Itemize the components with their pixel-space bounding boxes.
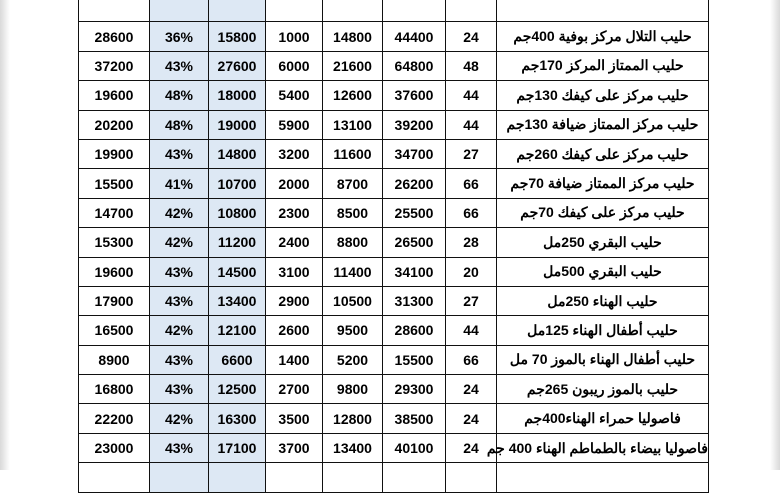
table-row [79, 110, 709, 139]
cell-amount: 3700 [266, 433, 323, 462]
cell-sum [383, 0, 446, 22]
cell-value: 16300 [209, 404, 266, 433]
cell-product-name: حليب الممتاز المركز 170جم [497, 51, 709, 80]
cell-price [323, 0, 383, 22]
cell-sum: 28600 [383, 316, 446, 345]
cell-count: 48 [446, 51, 497, 80]
table-row [79, 228, 709, 257]
cell-price: 11400 [323, 257, 383, 286]
cell-sum: 15500 [383, 345, 446, 374]
table-row [79, 257, 709, 286]
cell-amount: 1000 [266, 22, 323, 51]
cell-total: 19600 [79, 257, 150, 286]
cell-sum: 40100 [383, 433, 446, 462]
table-row [79, 22, 709, 51]
cell-total [79, 0, 150, 22]
table-row [79, 433, 709, 462]
cell-percent: 42% [150, 228, 209, 257]
cell-price: 9500 [323, 316, 383, 345]
cell-amount: 5400 [266, 81, 323, 110]
cell-value: 10700 [209, 169, 266, 198]
page-edge-right [770, 0, 780, 470]
table-row [79, 169, 709, 198]
cell-value: 14500 [209, 257, 266, 286]
cell-sum: 25500 [383, 198, 446, 227]
cell-total: 15300 [79, 228, 150, 257]
cell-percent: 36% [150, 22, 209, 51]
cell-product-name: حليب مركز على كيفك 70جم [497, 198, 709, 227]
cell-sum: 64800 [383, 51, 446, 80]
table-row [79, 139, 709, 168]
cell-value: 12500 [209, 375, 266, 404]
cell-total: 14700 [79, 198, 150, 227]
cell-count: 27 [446, 286, 497, 315]
cell-count: 44 [446, 110, 497, 139]
cell-price [323, 463, 383, 492]
table-body [79, 0, 709, 492]
cell-percent: 48% [150, 110, 209, 139]
cell-value: 27600 [209, 51, 266, 80]
cell-amount: 6000 [266, 51, 323, 80]
cell-amount [266, 0, 323, 22]
table-row [79, 0, 709, 22]
cell-count: 24 [446, 22, 497, 51]
cell-count: 44 [446, 81, 497, 110]
cell-count: 24 [446, 375, 497, 404]
table-row [79, 81, 709, 110]
cell-sum: 26500 [383, 228, 446, 257]
cell-product-name: حليب أطفال الهناء 125مل [497, 316, 709, 345]
table-row [79, 345, 709, 374]
cell-product-name: حليب مركز الممتاز ضيافة 70جم [497, 169, 709, 198]
cell-product-name: فاصوليا بيضاء بالطماطم الهناء 400 جم [497, 433, 709, 462]
cell-product-name [497, 463, 709, 492]
cell-total: 37200 [79, 51, 150, 80]
table-row [79, 463, 709, 492]
cell-count: 66 [446, 198, 497, 227]
cell-amount: 2300 [266, 198, 323, 227]
cell-percent: 43% [150, 433, 209, 462]
cell-total: 22200 [79, 404, 150, 433]
cell-amount: 2900 [266, 286, 323, 315]
cell-total: 17900 [79, 286, 150, 315]
cell-product-name: حليب الهناء 250مل [497, 286, 709, 315]
cell-count: 24 [446, 404, 497, 433]
table-row [79, 316, 709, 345]
cell-price: 12800 [323, 404, 383, 433]
cell-product-name: حليب أطفال الهناء بالموز 70 مل [497, 345, 709, 374]
cell-percent: 42% [150, 316, 209, 345]
cell-value: 14800 [209, 139, 266, 168]
cell-total: 16500 [79, 316, 150, 345]
cell-price: 10500 [323, 286, 383, 315]
cell-count: 44 [446, 316, 497, 345]
cell-value: 19000 [209, 110, 266, 139]
cell-amount [266, 463, 323, 492]
cell-amount: 3100 [266, 257, 323, 286]
cell-price: 8800 [323, 228, 383, 257]
cell-percent: 43% [150, 139, 209, 168]
cell-sum: 38500 [383, 404, 446, 433]
cell-total: 19900 [79, 139, 150, 168]
cell-value: 10800 [209, 198, 266, 227]
cell-count: 28 [446, 228, 497, 257]
cell-price: 12600 [323, 81, 383, 110]
cell-percent: 42% [150, 198, 209, 227]
cell-value: 13400 [209, 286, 266, 315]
cell-sum [383, 463, 446, 492]
cell-sum: 44400 [383, 22, 446, 51]
table-row [79, 198, 709, 227]
cell-price: 13100 [323, 110, 383, 139]
cell-amount: 1400 [266, 345, 323, 374]
cell-percent: 42% [150, 404, 209, 433]
cell-price: 13400 [323, 433, 383, 462]
cell-value: 17100 [209, 433, 266, 462]
table-row [79, 51, 709, 80]
cell-count: 66 [446, 345, 497, 374]
cell-total: 20200 [79, 110, 150, 139]
cell-percent: 48% [150, 81, 209, 110]
cell-value: 6600 [209, 345, 266, 374]
cell-product-name: حليب مركز على كيفك 260جم [497, 139, 709, 168]
cell-value [209, 0, 266, 22]
table-row [79, 286, 709, 315]
cell-sum: 37600 [383, 81, 446, 110]
cell-product-name: حليب بالموز ريبون 265جم [497, 375, 709, 404]
cell-sum: 31300 [383, 286, 446, 315]
cell-product-name: حليب مركز الممتاز ضيافة 130جم [497, 110, 709, 139]
cell-amount: 2000 [266, 169, 323, 198]
cell-amount: 3200 [266, 139, 323, 168]
cell-percent: 41% [150, 169, 209, 198]
cell-product-name: حليب مركز على كيفك 130جم [497, 81, 709, 110]
cell-percent: 43% [150, 257, 209, 286]
cell-count: 66 [446, 169, 497, 198]
cell-percent: 43% [150, 286, 209, 315]
cell-total: 16800 [79, 375, 150, 404]
cell-product-name: فاصوليا حمراء الهناء400جم [497, 404, 709, 433]
cell-percent: 43% [150, 51, 209, 80]
cell-sum: 26200 [383, 169, 446, 198]
cell-sum: 29300 [383, 375, 446, 404]
cell-count: 24 [446, 433, 497, 462]
cell-product-name: حليب البقري 250مل [497, 228, 709, 257]
price-table [78, 0, 709, 493]
cell-value: 15800 [209, 22, 266, 51]
cell-price: 8500 [323, 198, 383, 227]
cell-count [446, 463, 497, 492]
page-edge-left [0, 0, 10, 470]
cell-percent: 43% [150, 345, 209, 374]
cell-price: 5200 [323, 345, 383, 374]
cell-count: 20 [446, 257, 497, 286]
cell-total: 15500 [79, 169, 150, 198]
cell-total [79, 463, 150, 492]
cell-percent: 43% [150, 375, 209, 404]
cell-amount: 2700 [266, 375, 323, 404]
table-row [79, 404, 709, 433]
cell-product-name: حليب البقري 500مل [497, 257, 709, 286]
cell-product-name [497, 0, 709, 22]
cell-price: 8700 [323, 169, 383, 198]
cell-product-name: حليب التلال مركز بوفية 400جم [497, 22, 709, 51]
cell-price: 9800 [323, 375, 383, 404]
cell-count: 27 [446, 139, 497, 168]
cell-amount: 3500 [266, 404, 323, 433]
cell-price: 11600 [323, 139, 383, 168]
cell-sum: 34700 [383, 139, 446, 168]
cell-sum: 39200 [383, 110, 446, 139]
cell-value: 12100 [209, 316, 266, 345]
cell-value: 11200 [209, 228, 266, 257]
cell-amount: 2400 [266, 228, 323, 257]
cell-total: 8900 [79, 345, 150, 374]
cell-price: 21600 [323, 51, 383, 80]
cell-total: 23000 [79, 433, 150, 462]
cell-percent [150, 463, 209, 492]
cell-value [209, 463, 266, 492]
cell-price: 14800 [323, 22, 383, 51]
cell-total: 28600 [79, 22, 150, 51]
cell-count [446, 0, 497, 22]
cell-amount: 2600 [266, 316, 323, 345]
cell-value: 18000 [209, 81, 266, 110]
cell-percent [150, 0, 209, 22]
table-row [79, 375, 709, 404]
cell-sum: 34100 [383, 257, 446, 286]
cell-amount: 5900 [266, 110, 323, 139]
cell-total: 19600 [79, 81, 150, 110]
